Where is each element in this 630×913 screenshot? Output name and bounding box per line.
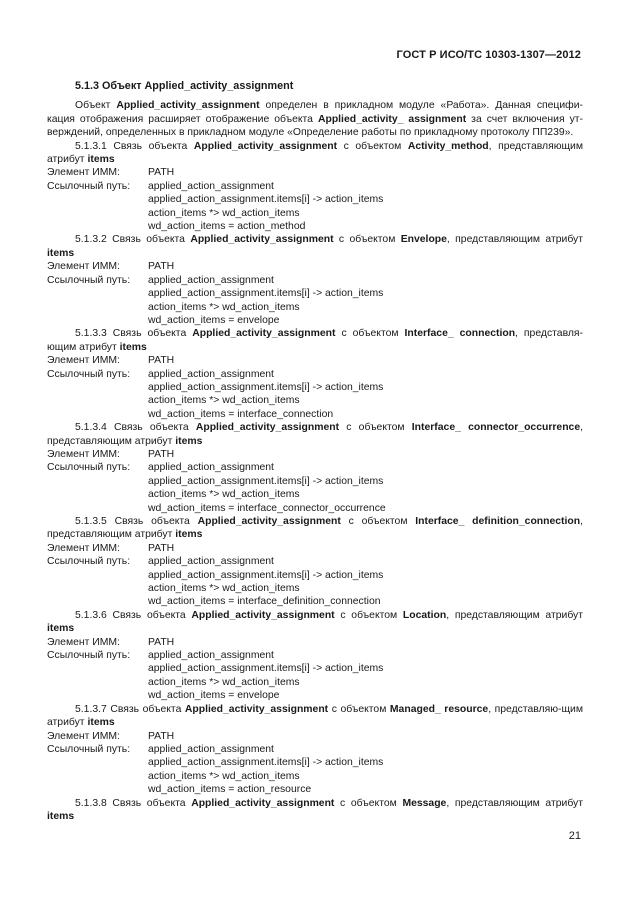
connect-text: Связь объекта — [106, 328, 193, 340]
mim-element-value: PATH — [148, 355, 175, 367]
entity-name: Applied_activity_assignment — [191, 609, 335, 621]
attribute-text: , представляющим атрибут — [47, 422, 583, 447]
target-entity-name: Envelope — [400, 234, 447, 246]
intro-paragraph — [47, 99, 583, 139]
attribute-text: , представляющим атрибут — [446, 797, 583, 809]
reference-path-label: Ссылочный путь: — [47, 556, 131, 568]
attribute-name: items — [47, 810, 75, 822]
subsection-title — [47, 421, 583, 448]
reference-path-label: Ссылочный путь: — [47, 743, 131, 755]
with-text: с объектом — [335, 328, 405, 340]
mim-element-value: PATH — [148, 448, 175, 460]
subsection-number: 5.1.3.7 — [75, 703, 107, 715]
connect-text: Связь объекта — [106, 140, 194, 152]
standard-header: ГОСТ Р ИСО/ТС 10303-1307—2012 — [396, 49, 581, 61]
subsection — [47, 609, 583, 703]
reference-path-line: applied_action_assignment — [148, 650, 274, 662]
reference-path-row — [47, 274, 583, 287]
mim-element-label: Элемент ИММ: — [47, 730, 120, 742]
mim-element-label: Элемент ИММ: — [47, 167, 120, 179]
subsection — [47, 140, 583, 234]
mim-element-value: PATH — [148, 636, 175, 648]
reference-path-row — [47, 368, 583, 381]
with-text: с объектом — [334, 609, 403, 621]
reference-path-line: applied_action_assignment.items[i] -> action_items — [148, 663, 384, 675]
reference-path-label: Ссылочный путь: — [47, 368, 131, 380]
reference-path-label: Ссылочный путь: — [47, 180, 131, 192]
subsection — [47, 515, 583, 609]
mim-element-label: Элемент ИММ: — [47, 355, 120, 367]
attribute-name: items — [175, 529, 203, 541]
reference-path-line: applied_action_assignment.items[i] -> action_items — [148, 194, 384, 206]
with-text: с объектом — [328, 703, 390, 715]
entity-name: Applied_activity_assignment — [195, 422, 340, 434]
attribute-text: , представля-ющим атрибут — [47, 328, 583, 353]
reference-path-label: Ссылочный путь: — [47, 274, 131, 286]
subsection — [47, 327, 583, 421]
subsection — [47, 703, 583, 797]
reference-path-line: applied_action_assignment.items[i] -> action_items — [148, 288, 384, 300]
reference-path-line: applied_action_assignment.items[i] -> action_items — [148, 381, 384, 393]
entity-name: Applied_activity_assignment — [190, 234, 334, 246]
connect-text: Связь объекта — [106, 797, 192, 809]
subsection-title — [47, 140, 583, 167]
target-entity-name: Managed_ resource — [389, 703, 489, 715]
mim-element-row — [47, 448, 583, 461]
attribute-text: , представляющим атрибут — [47, 516, 583, 541]
target-entity-name: Interface_ connector_occurrence — [411, 422, 581, 434]
entity-name: Applied_activity_assignment — [191, 797, 335, 809]
entity-name: Applied_activity_assignment — [193, 140, 338, 152]
page-number: 21 — [568, 830, 581, 842]
reference-path-line: applied_action_assignment — [148, 180, 274, 192]
attribute-name: items — [175, 435, 203, 447]
reference-path-row — [47, 180, 583, 193]
subsection-title — [47, 327, 583, 354]
target-entity-name: Interface_ connection — [404, 328, 516, 340]
reference-path-line: action_items *> wd_action_items — [148, 583, 300, 595]
connect-text: Связь объекта — [106, 516, 198, 527]
subsection-number: 5.1.3.8 — [75, 797, 107, 809]
subsection-number: 5.1.3.6 — [75, 609, 107, 621]
mim-element-row — [47, 354, 583, 367]
reference-path-line: action_items *> wd_action_items — [148, 207, 300, 219]
subsection — [47, 233, 583, 327]
reference-path-row — [47, 743, 583, 756]
reference-path-row — [47, 555, 583, 568]
attribute-name: items — [119, 341, 147, 353]
attribute-name: items — [47, 623, 75, 635]
reference-path-line: wd_action_items = interface_connector_occurrence — [148, 502, 386, 514]
document-body — [47, 80, 583, 823]
reference-path-line: applied_action_assignment.items[i] -> action_items — [148, 569, 384, 581]
connect-text: Связь объекта — [106, 234, 191, 246]
connect-text: Связь объекта — [106, 703, 185, 715]
subsection-number: 5.1.3.5 — [75, 516, 107, 527]
connect-text: Связь объекта — [106, 422, 196, 434]
target-entity-name: Location — [402, 609, 447, 621]
reference-path-line: action_items *> wd_action_items — [148, 770, 300, 782]
reference-path-line: applied_action_assignment — [148, 274, 274, 286]
reference-path-label: Ссылочный путь: — [47, 462, 131, 474]
mim-element-row — [47, 166, 583, 179]
with-text: с объектом — [340, 516, 416, 527]
reference-path-line: applied_action_assignment.items[i] -> action_items — [148, 757, 384, 769]
mim-element-row — [47, 260, 583, 273]
reference-path-line: applied_action_assignment — [148, 743, 274, 755]
subsection-number: 5.1.3.4 — [75, 422, 107, 434]
reference-path-line: applied_action_assignment — [148, 368, 274, 380]
reference-path-row — [47, 649, 583, 662]
entity-name: Applied_activity_assignment — [192, 328, 336, 340]
mim-element-row — [47, 730, 583, 743]
reference-path-line: wd_action_items = envelope — [148, 314, 280, 326]
reference-path-line: wd_action_items = interface_definition_connection — [148, 596, 381, 608]
mim-element-row — [47, 542, 583, 555]
entity-name: Applied_activity_assignment — [184, 703, 329, 715]
reference-path-line: action_items *> wd_action_items — [148, 489, 300, 501]
attribute-text: , представляющим атрибут — [446, 234, 583, 246]
mim-element-value: PATH — [148, 261, 175, 273]
section-heading: 5.1.3 Объект Applied_activity_assignment — [75, 80, 294, 92]
reference-path-line: action_items *> wd_action_items — [148, 395, 300, 407]
subsection — [47, 797, 583, 824]
intro-text-1: Объект — [75, 100, 117, 112]
entity-name: Applied_activity_assignment — [197, 516, 341, 527]
intro-text-3: за счет включения ут-верждений, определенных в прикладном модуле «Определение работы по прикладному протоколу ПП239». — [47, 113, 583, 139]
mim-element-label: Элемент ИММ: — [47, 448, 120, 460]
mim-element-row — [47, 636, 583, 649]
subsection-number: 5.1.3.3 — [75, 328, 107, 340]
reference-path-line: action_items *> wd_action_items — [148, 301, 300, 313]
subsection-title — [47, 233, 583, 260]
attribute-name: items — [47, 247, 75, 259]
with-text: с объектом — [339, 422, 412, 434]
intro-entity-2: Applied_activity_ assignment — [317, 113, 467, 125]
reference-path-row — [47, 461, 583, 474]
mim-element-label: Элемент ИММ: — [47, 261, 120, 273]
reference-path-line: wd_action_items = action_method — [148, 221, 306, 233]
reference-path-line: applied_action_assignment.items[i] -> action_items — [148, 475, 384, 487]
attribute-text: , представляю-щим атрибут — [47, 703, 583, 729]
reference-path-line: applied_action_assignment — [148, 462, 274, 474]
mim-element-label: Элемент ИММ: — [47, 542, 120, 554]
attribute-name: items — [87, 717, 115, 729]
intro-text-2: определен в прикладном модуле «Работа». Данная специфи-кация отображения расширяет отображение объекта — [47, 100, 584, 125]
subsection-title — [47, 515, 583, 542]
with-text: с объектом — [337, 140, 408, 152]
subsection — [47, 421, 583, 515]
target-entity-name: Activity_method — [407, 140, 489, 152]
with-text: с объектом — [334, 797, 403, 809]
subsection-title — [47, 609, 583, 636]
reference-path-line: applied_action_assignment — [148, 556, 274, 568]
mim-element-value: PATH — [148, 167, 175, 179]
subsection-title — [47, 797, 583, 824]
mim-element-label: Элемент ИММ: — [47, 636, 120, 648]
target-entity-name: Message — [402, 797, 447, 809]
mim-element-value: PATH — [148, 730, 175, 742]
subsection-list — [47, 140, 583, 824]
connect-text: Связь объекта — [106, 609, 192, 621]
subsection-title — [47, 703, 583, 730]
subsection-number: 5.1.3.1 — [75, 140, 107, 152]
with-text: с объектом — [333, 234, 401, 246]
reference-path-line: wd_action_items = envelope — [148, 690, 280, 702]
reference-path-line: action_items *> wd_action_items — [148, 676, 300, 688]
attribute-text: , представляющим атрибут — [446, 609, 584, 621]
reference-path-line: wd_action_items = interface_connection — [148, 408, 334, 420]
target-entity-name: Interface_ definition_connection — [415, 516, 581, 527]
attribute-name: items — [87, 154, 115, 166]
reference-path-line: wd_action_items = action_resource — [148, 784, 312, 796]
reference-path-label: Ссылочный путь: — [47, 650, 131, 662]
subsection-number: 5.1.3.2 — [75, 234, 107, 246]
intro-entity-1: Applied_activity_assignment — [116, 100, 260, 112]
mim-element-value: PATH — [148, 542, 175, 554]
attribute-text: , представляющим атрибут — [47, 140, 583, 166]
